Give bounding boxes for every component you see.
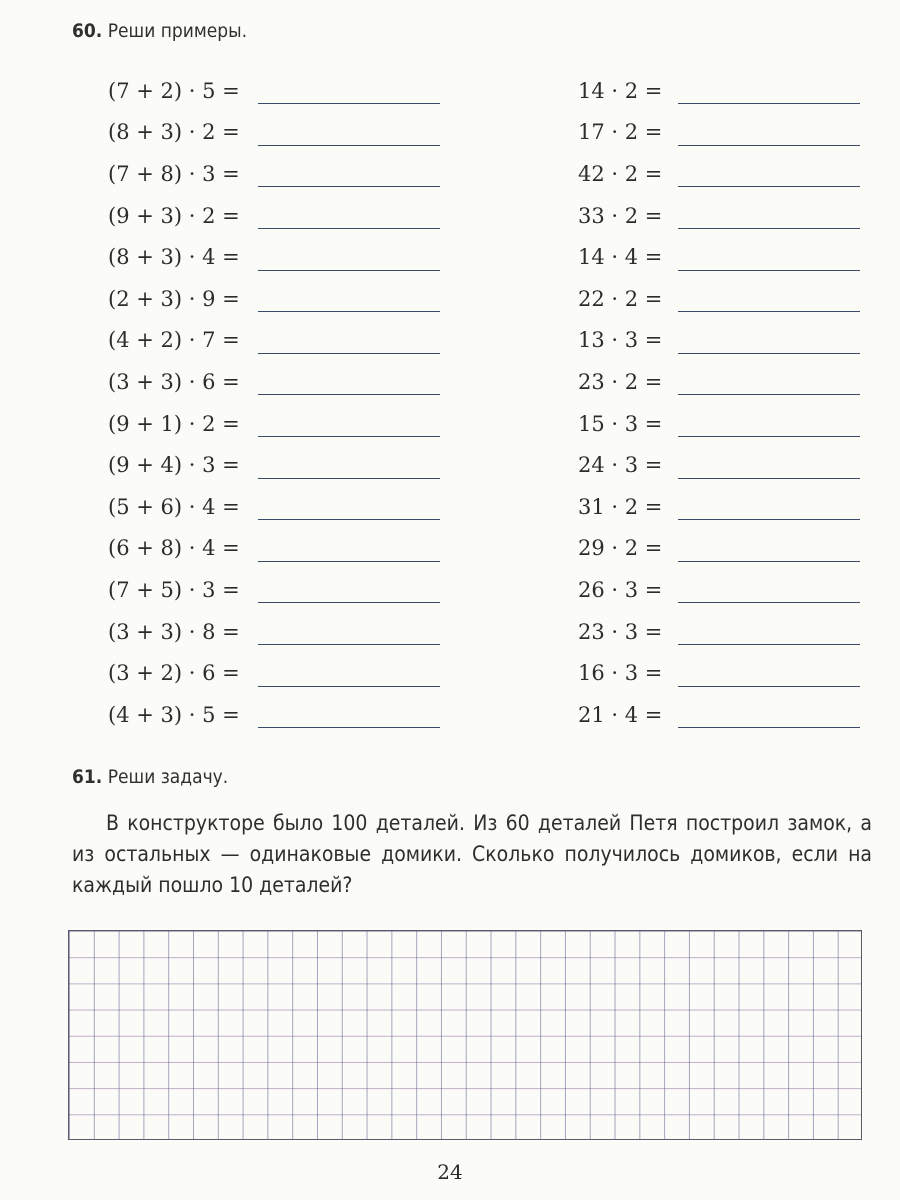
- answer-line-input[interactable]: [678, 618, 860, 645]
- example-row: [578, 70, 860, 112]
- answer-line-input[interactable]: [258, 244, 440, 271]
- example-row: [578, 278, 860, 320]
- example-row: [578, 361, 860, 403]
- answer-line-input[interactable]: [258, 576, 440, 603]
- example-expression: 23 · 3 =: [578, 619, 663, 644]
- example-expression: 24 · 3 =: [578, 453, 663, 478]
- answer-line-input[interactable]: [678, 327, 860, 354]
- answer-line-input[interactable]: [258, 77, 440, 104]
- answer-line-input[interactable]: [678, 160, 860, 187]
- answer-line-input[interactable]: [258, 618, 440, 645]
- example-expression: (5 + 6) · 4 =: [108, 494, 240, 519]
- example-expression: 22 · 2 =: [578, 286, 663, 311]
- example-expression: 14 · 4 =: [578, 245, 663, 270]
- example-row: [108, 486, 440, 528]
- example-row: [578, 403, 860, 445]
- exercise-60-number: 60.: [72, 20, 103, 42]
- example-expression: 13 · 3 =: [578, 328, 663, 353]
- exercise-61-number: 61.: [72, 766, 103, 788]
- exercise-60-instruction: Реши примеры.: [107, 20, 248, 42]
- example-row: [108, 236, 440, 278]
- answer-line-input[interactable]: [678, 77, 860, 104]
- example-row: [578, 486, 860, 528]
- example-row: [108, 278, 440, 320]
- example-expression: 23 · 2 =: [578, 369, 663, 394]
- answer-line-input[interactable]: [678, 701, 860, 728]
- example-expression: (8 + 3) · 4 =: [108, 245, 240, 270]
- example-row: [108, 611, 440, 653]
- example-expression: 26 · 3 =: [578, 577, 663, 602]
- example-expression: (7 + 2) · 5 =: [108, 78, 240, 103]
- answer-line-input[interactable]: [258, 368, 440, 395]
- example-expression: (9 + 1) · 2 =: [108, 411, 240, 436]
- example-row: [578, 569, 860, 611]
- example-row: [108, 153, 440, 195]
- example-expression: (6 + 8) · 4 =: [108, 536, 240, 561]
- example-expression: 29 · 2 =: [578, 536, 663, 561]
- answer-line-input[interactable]: [678, 202, 860, 229]
- example-row: [578, 652, 860, 694]
- answer-line-input[interactable]: [678, 452, 860, 479]
- example-row: [108, 70, 440, 112]
- example-expression: (2 + 3) · 9 =: [108, 286, 240, 311]
- answer-line-input[interactable]: [678, 119, 860, 146]
- exercise-60-left-column: [108, 70, 440, 736]
- example-row: [108, 403, 440, 445]
- answer-line-input[interactable]: [678, 576, 860, 603]
- answer-line-input[interactable]: [258, 285, 440, 312]
- page-number: 24: [437, 1160, 463, 1184]
- example-row: [108, 694, 440, 736]
- example-expression: 14 · 2 =: [578, 78, 663, 103]
- example-row: [108, 652, 440, 694]
- example-row: [578, 444, 860, 486]
- example-row: [578, 528, 860, 570]
- example-row: [108, 528, 440, 570]
- example-row: [108, 569, 440, 611]
- example-expression: 42 · 2 =: [578, 161, 663, 186]
- answer-line-input[interactable]: [258, 119, 440, 146]
- answer-line-input[interactable]: [678, 410, 860, 437]
- example-expression: (7 + 5) · 3 =: [108, 577, 240, 602]
- exercise-61-heading: [72, 766, 228, 788]
- answer-line-input[interactable]: [678, 535, 860, 562]
- example-expression: 31 · 2 =: [578, 494, 663, 519]
- example-expression: (8 + 3) · 2 =: [108, 120, 240, 145]
- answer-line-input[interactable]: [258, 410, 440, 437]
- example-expression: 17 · 2 =: [578, 120, 663, 145]
- example-expression: (7 + 8) · 3 =: [108, 161, 240, 186]
- example-expression: (9 + 3) · 2 =: [108, 203, 240, 228]
- example-expression: (4 + 2) · 7 =: [108, 328, 240, 353]
- answer-line-input[interactable]: [678, 285, 860, 312]
- example-row: [578, 153, 860, 195]
- example-row: [108, 444, 440, 486]
- example-row: [578, 611, 860, 653]
- answer-line-input[interactable]: [258, 660, 440, 687]
- example-row: [578, 236, 860, 278]
- example-expression: (3 + 3) · 8 =: [108, 619, 240, 644]
- example-row: [108, 320, 440, 362]
- answer-line-input[interactable]: [258, 327, 440, 354]
- example-row: [108, 112, 440, 154]
- exercise-61-instruction: Реши задачу.: [107, 766, 229, 788]
- answer-line-input[interactable]: [258, 452, 440, 479]
- answer-line-input[interactable]: [678, 244, 860, 271]
- answer-line-input[interactable]: [258, 493, 440, 520]
- example-row: [578, 112, 860, 154]
- answer-line-input[interactable]: [678, 660, 860, 687]
- example-expression: (9 + 4) · 3 =: [108, 453, 240, 478]
- example-expression: (4 + 3) · 5 =: [108, 702, 240, 727]
- example-row: [108, 361, 440, 403]
- example-expression: 16 · 3 =: [578, 661, 663, 686]
- example-expression: 21 · 4 =: [578, 702, 663, 727]
- answer-line-input[interactable]: [678, 368, 860, 395]
- answer-line-input[interactable]: [258, 202, 440, 229]
- answer-line-input[interactable]: [678, 493, 860, 520]
- example-row: [578, 320, 860, 362]
- answer-line-input[interactable]: [258, 160, 440, 187]
- example-row: [578, 195, 860, 237]
- word-problem-text: В конструкторе было 100 деталей. Из 60 деталей Петя построил замок, а из остальных — одинаковые домики. Сколько получилось домиков, если на каждый пошло 10 деталей?: [72, 811, 872, 897]
- answer-grid[interactable]: [68, 930, 862, 1140]
- answer-line-input[interactable]: [258, 701, 440, 728]
- example-expression: 33 · 2 =: [578, 203, 663, 228]
- example-row: [108, 195, 440, 237]
- example-expression: (3 + 2) · 6 =: [108, 661, 240, 686]
- exercise-60-right-column: [578, 70, 860, 736]
- example-expression: 15 · 3 =: [578, 411, 663, 436]
- answer-line-input[interactable]: [258, 535, 440, 562]
- example-row: [578, 694, 860, 736]
- example-expression: (3 + 3) · 6 =: [108, 369, 240, 394]
- exercise-60-heading: [72, 20, 247, 42]
